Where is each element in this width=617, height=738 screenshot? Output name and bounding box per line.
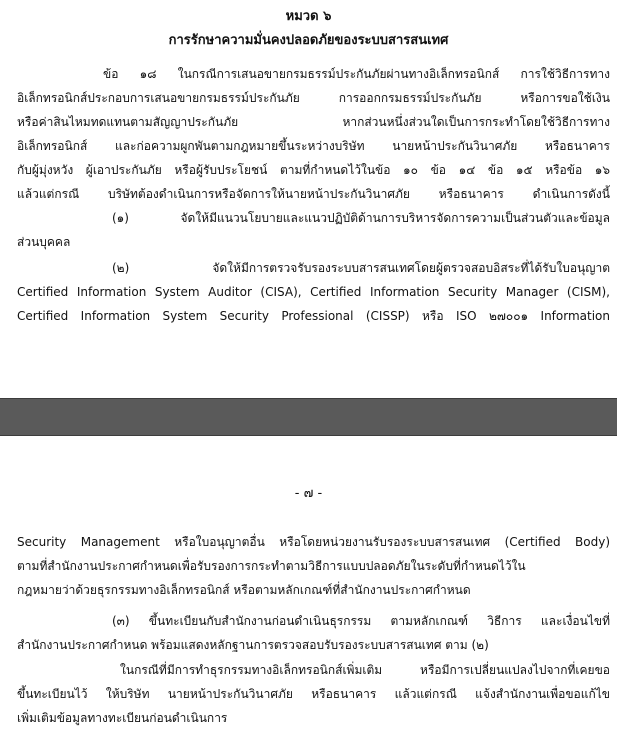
body-line: ในกรณีที่มีการทำธุรกรรมทางอิเล็กทรอนิกส์เพิ่มเติม หรือมีการเปลี่ยนแปลงไปจากที่เคยขอ	[120, 663, 610, 677]
body-line: Security Management หรือใบอนุญาตอื่น หรือโดยหน่วยงานรับรองระบบสารสนเทศ (Certified Body)	[17, 535, 610, 549]
body-line: (๑) จัดให้มีแนวนโยบายและแนวปฏิบัติด้านการบริหารจัดการความเป็นส่วนตัวและข้อมูล	[112, 211, 610, 225]
body-line: สำนักงานประกาศกำหนด พร้อมแสดงหลักฐานการตรวจสอบรับรองระบบสารสนเทศ ตาม (๒)	[17, 638, 489, 652]
body-line: แล้วแต่กรณี บริษัทต้องดำเนินการหรือจัดการให้นายหน้าประกันวินาศภัย หรือธนาคาร ดำเนินการดังนี้	[17, 187, 610, 201]
body-line: ตามที่สำนักงานประกาศกำหนดเพื่อรับรองการกระทำตามวิธีการแบบปลอดภัยในระดับที่กำหนดไว้ใน	[17, 559, 526, 573]
body-line: อิเล็กทรอนิกส์ประกอบการเสนอขายกรมธรรม์ประกันภัย การออกกรมธรรม์ประกันภัย หรือการขอใช้เงิน	[17, 91, 610, 105]
body-line: Certified Information System Auditor (CISA), Certified Information Security Manager (CISM),	[17, 285, 610, 299]
body-line: เพิ่มเติมข้อมูลทางทะเบียนก่อนดำเนินการ	[17, 711, 228, 725]
body-line: หรือค่าสินไหมทดแทนตามสัญญาประกันภัย หากส่วนหนึ่งส่วนใดเป็นการกระทำโดยใช้วิธีการทาง	[17, 115, 610, 129]
body-line: ขึ้นทะเบียนไว้ ให้บริษัท นายหน้าประกันวินาศภัย หรือธนาคาร แล้วแต่กรณี แจ้งสำนักงานเพื่อขอแก้ไข	[17, 687, 610, 701]
chapter-heading: หมวด ๖	[285, 9, 332, 24]
body-line: กฎหมายว่าด้วยธุรกรรมทางอิเล็กทรอนิกส์ หรือตามหลักเกณฑ์ที่สำนักงานประกาศกำหนด	[17, 583, 471, 597]
body-line: อิเล็กทรอนิกส์ และก่อความผูกพันตามกฎหมายขึ้นระหว่างบริษัท นายหน้าประกันวินาศภัย หรือธนาคาร	[17, 139, 610, 153]
chapter-title: การรักษาความมั่นคงปลอดภัยของระบบสารสนเทศ	[168, 33, 449, 48]
body-line: (๓) ขึ้นทะเบียนกับสำนักงานก่อนดำเนินธุรกรรม ตามหลักเกณฑ์ วิธีการ และเงื่อนไขที่	[112, 614, 610, 628]
body-line: ข้อ ๑๘ ในกรณีการเสนอขายกรมธรรม์ประกันภัยผ่านทางอิเล็กทรอนิกส์ การใช้วิธีการทาง	[103, 67, 610, 81]
body-line: กับผู้มุ่งหวัง ผู้เอาประกันภัย หรือผู้รับประโยชน์ ตามที่กำหนดไว้ในข้อ ๑๐ ข้อ ๑๔ ข้อ ๑๕ หรือข้อ ๑๖	[17, 163, 610, 177]
page-separator	[0, 398, 617, 436]
body-line: Certified Information System Security Professional (CISSP) หรือ ISO ๒๗๐๐๑ Information	[17, 309, 610, 323]
document-page-bottom	[0, 436, 617, 738]
body-line: (๒) จัดให้มีการตรวจรับรองระบบสารสนเทศโดยผู้ตรวจสอบอิสระที่ได้รับใบอนุญาต	[112, 261, 610, 275]
body-line: ส่วนบุคคล	[17, 235, 71, 249]
page-number: - ๗ -	[294, 486, 323, 501]
